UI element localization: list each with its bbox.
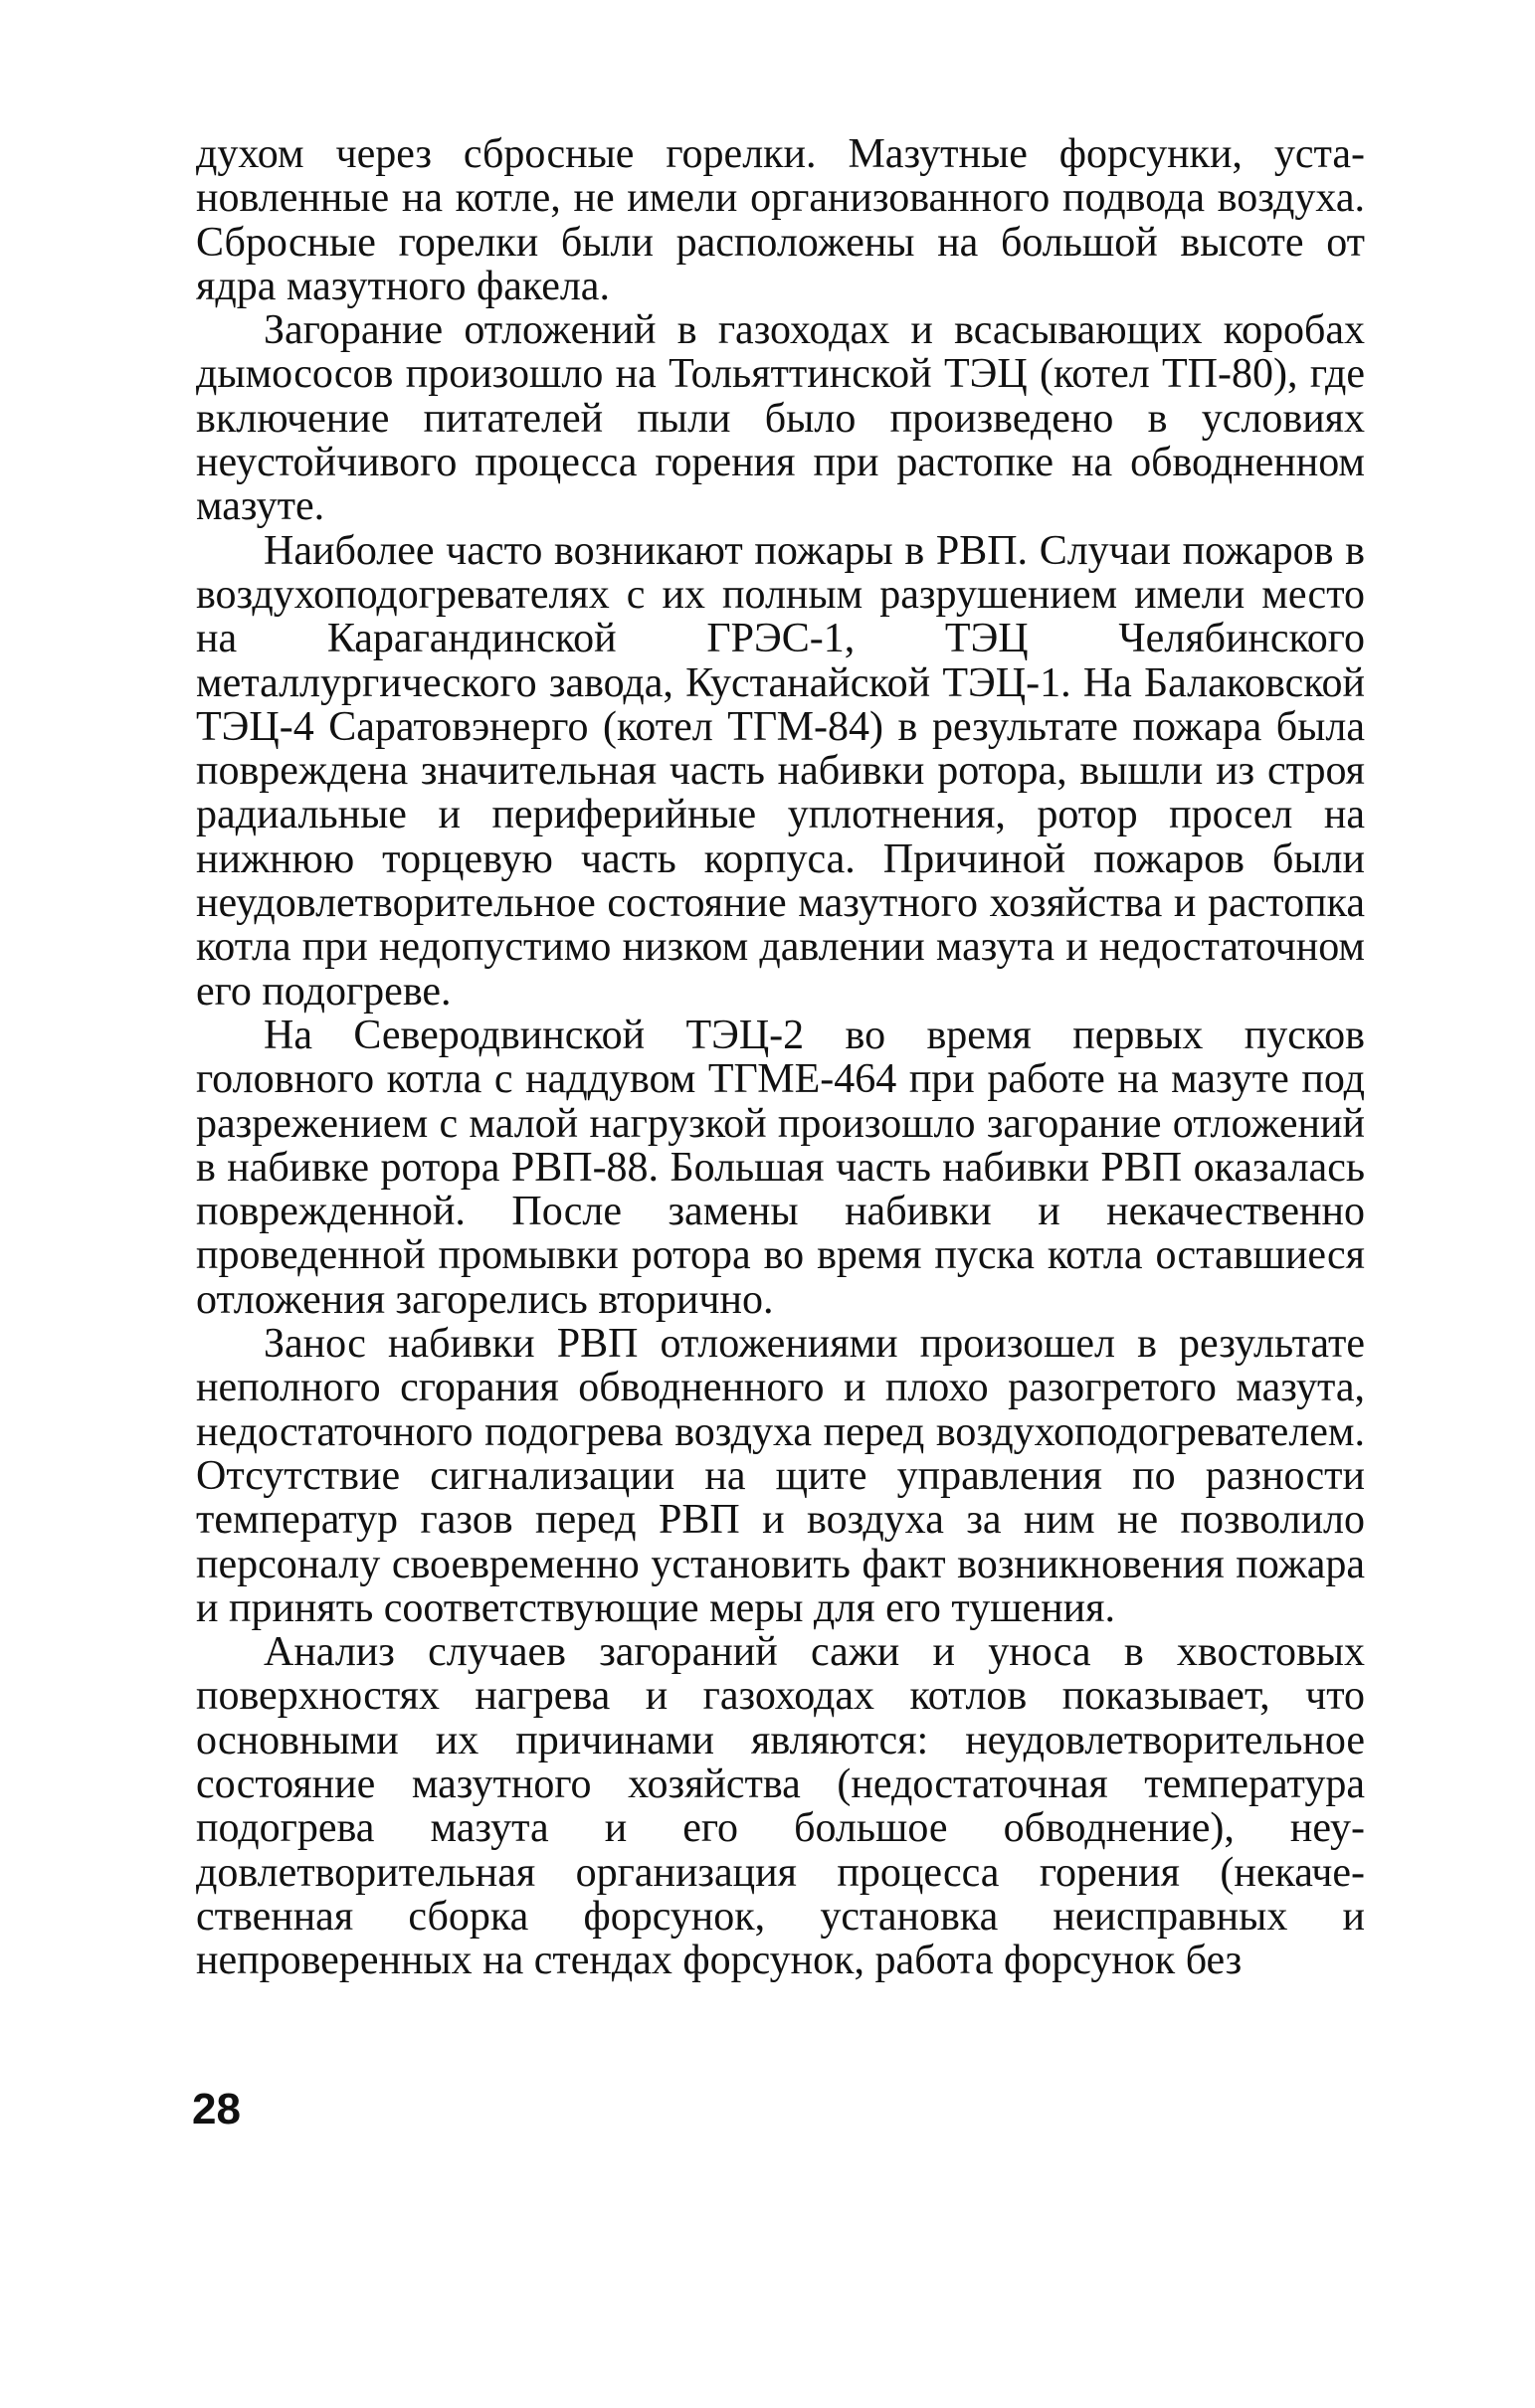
- paragraph-tolyatti: Загорание отложений в газоходах и всасывающих коробах дымососов произошло на Тольяттинской ТЭЦ (котел ТП-80), где включение питателей пыли было произведено в условиях неустойчивого процесса горения при растопке на обводненном мазуте.: [196, 307, 1365, 530]
- page-number: 28: [192, 2085, 241, 2133]
- body-text: [196, 132, 1365, 1982]
- paragraph-rvp-deposits: Занос набивки РВП отложениями произошел в результате неполного сгорания обводненного и плохо разогретого мазута, недостаточного подогрева воздуха перед воздухоподогревателем. Отсутствие сигнализации на щите управления по разности температур газов перед РВП и воздуха за ним не позволило персоналу своевременно установить факт возникновения пожара и принять соответствующие меры для его тушения.: [196, 1321, 1365, 1631]
- paragraph-severodvinsk: На Северодвинской ТЭЦ-2 во время первых пусков головного котла с наддувом ТГМЕ-464 при работе на мазуте под разрежением с малой нагрузкой произошло загорание отложений в набивке ротора РВП-88. Большая часть набивки РВП оказалась поврежденной. После замены набивки и некачественно проведенной промывки ротора во время пуска котла оставшиеся отложения загорелись вторично.: [196, 1012, 1365, 1323]
- paragraph-continuation: духом через сбросные горелки. Мазутные форсунки, установленные на котле, не имели организованного подвода воздуха. Сбросные горелки были расположены на большой высоте от ядра мазутного факела.: [196, 131, 1365, 309]
- paragraph-analysis: Анализ случаев загораний сажи и уноса в хвостовых поверхностях нагрева и газоходах котлов показывает, что основными их причинами являются: неудовлетворительное состояние мазутного хозяйства (недостаточная температура подогрева мазута и его большое обводнение), неудовлетворительная организация процесса горения (некачественная сборка форсунок, установка неисправных и непроверенных на стендах форсунок, работа форсунок без: [196, 1629, 1365, 1984]
- paragraph-rvp-fires: Наиболее часто возникают пожары в РВП. Случаи пожаров в воздухоподогревателях с их полным разрушением имели место на Карагандинской ГРЭС-1, ТЭЦ Челябинского металлургического завода, Кустанайской ТЭЦ-1. На Балаковской ТЭЦ-4 Саратовэнерго (котел ТГМ-84) в результате пожара была повреждена значительная часть набивки ротора, вышли из строя радиальные и периферийные уплотнения, ротор просел на нижнюю торцевую часть корпуса. Причиной пожаров были неудовлетворительное состояние мазутного хозяйства и растопка котла при недопустимо низком давлении мазута и недостаточном его подогреве.: [196, 527, 1365, 1015]
